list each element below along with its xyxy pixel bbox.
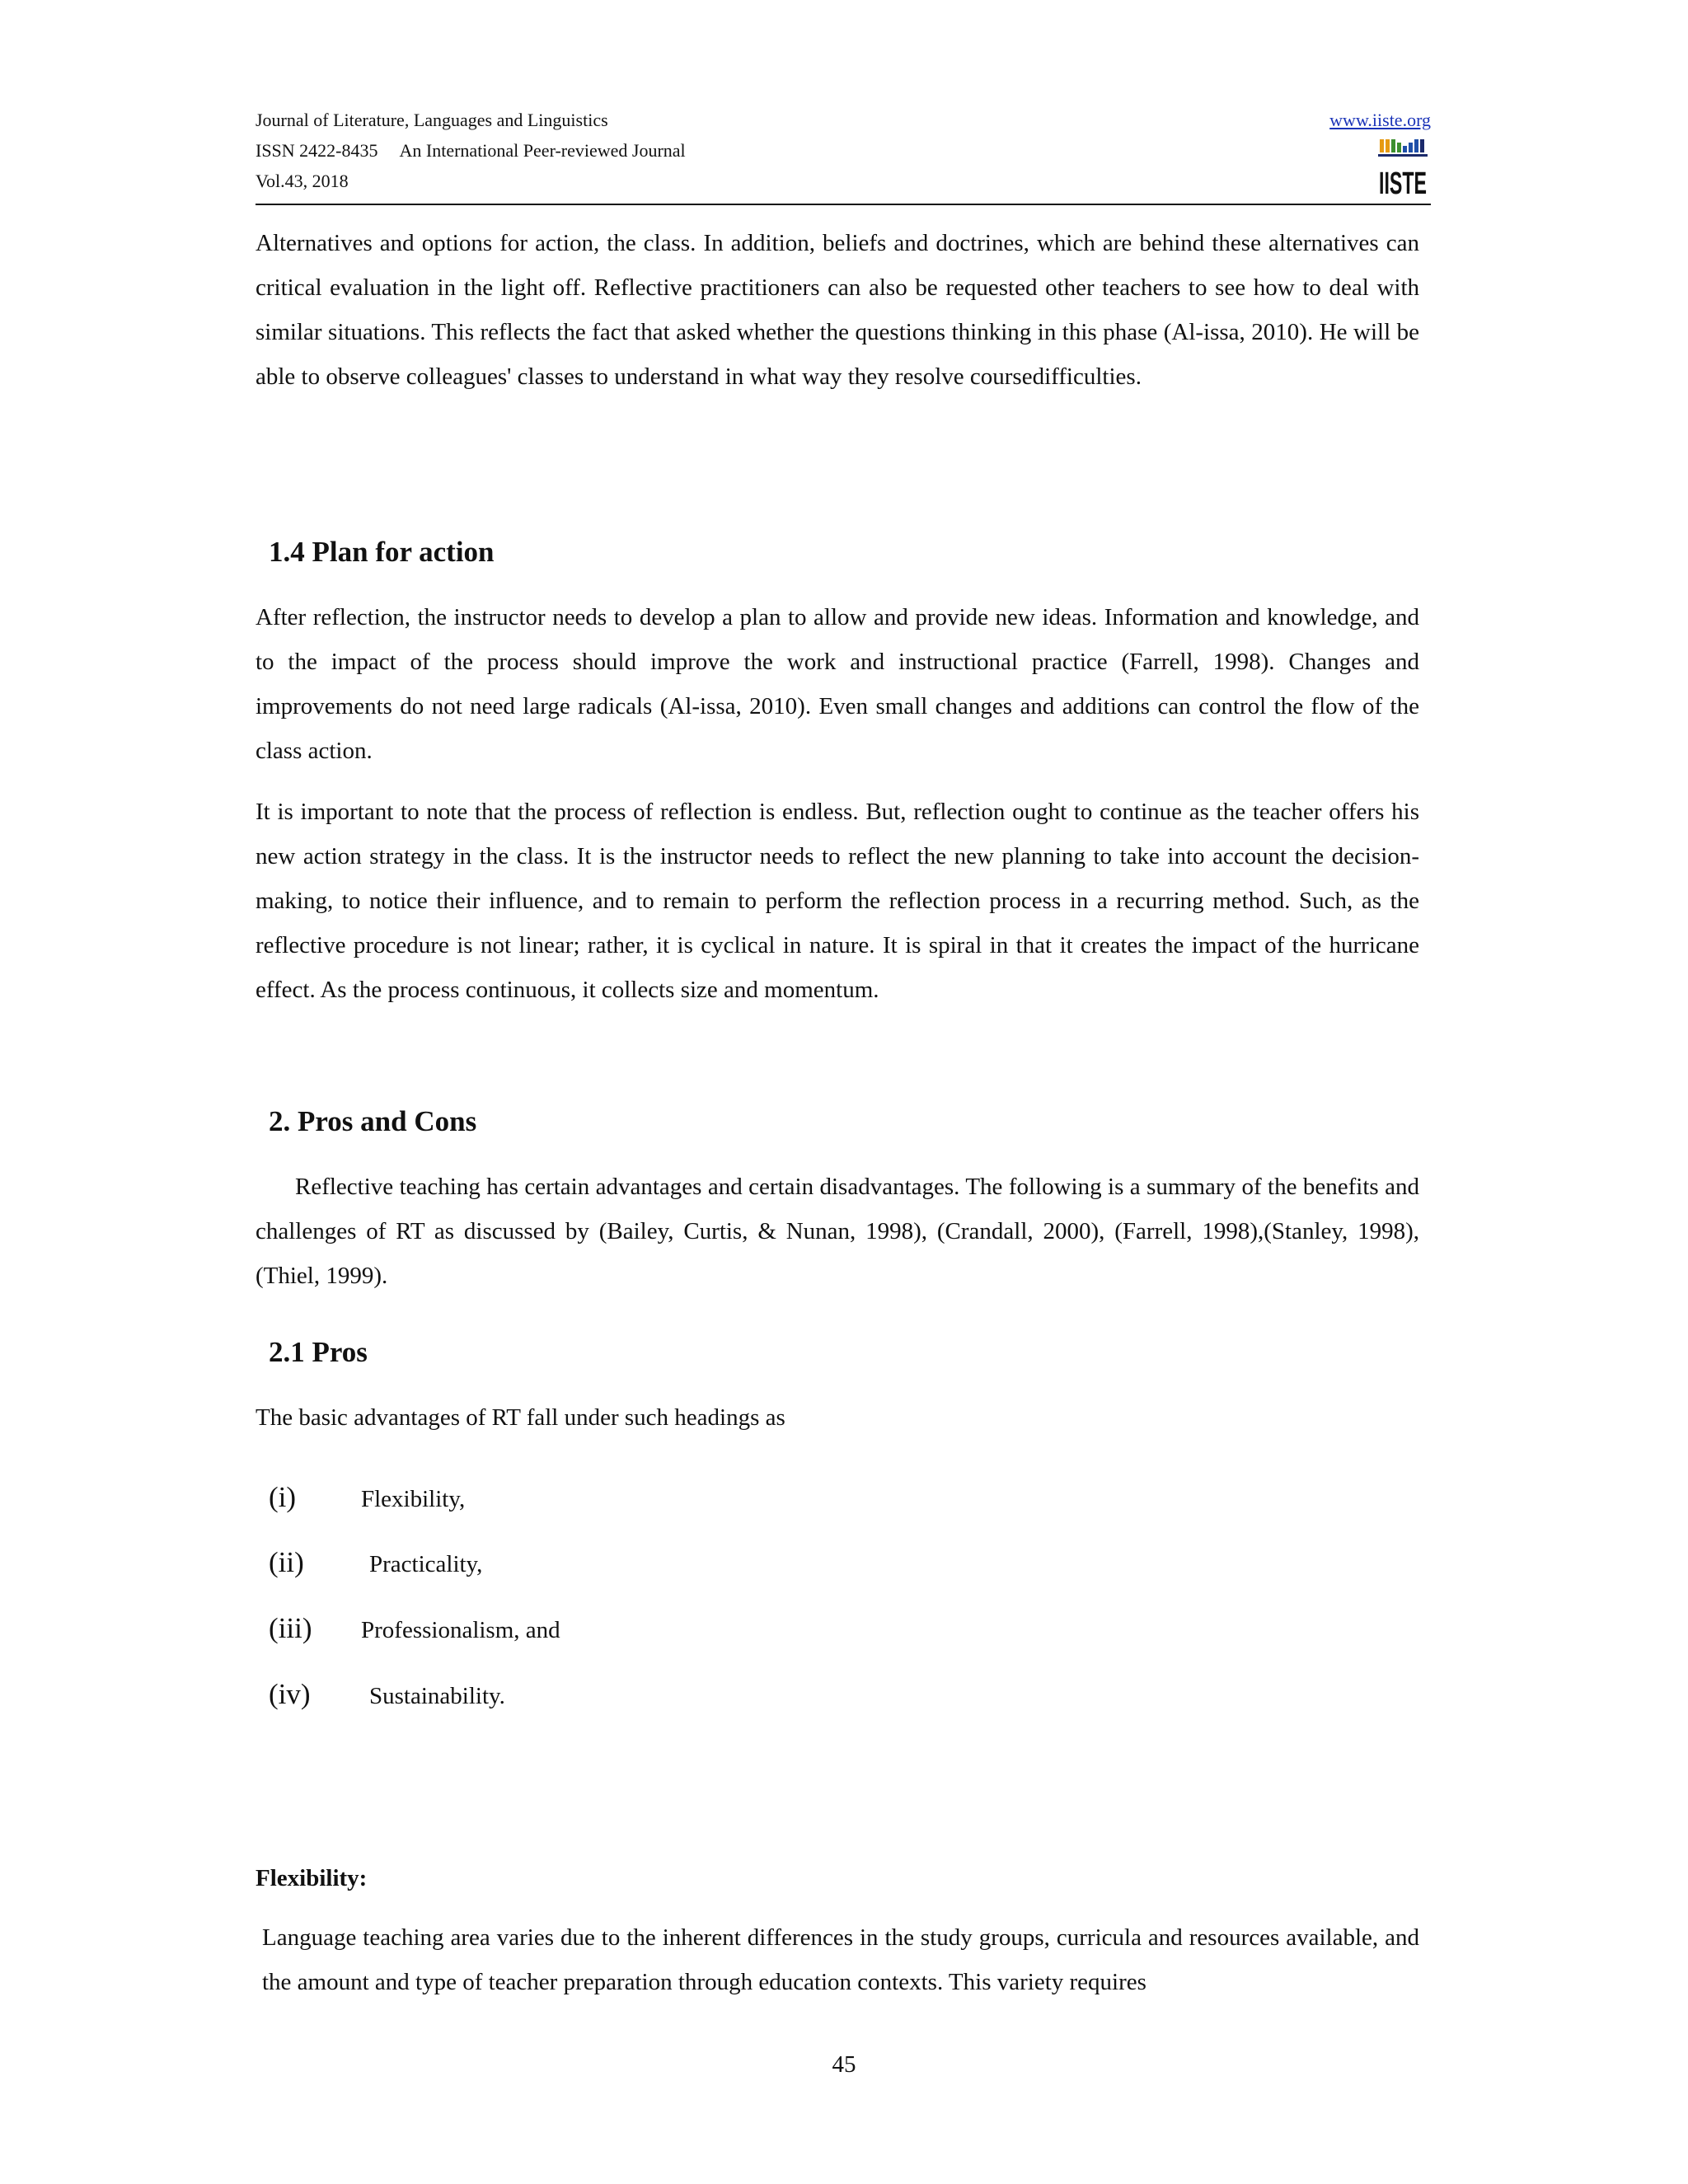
page-header bbox=[256, 105, 1431, 205]
volume: Vol.43, 2018 bbox=[256, 171, 349, 191]
list-number: (i) bbox=[269, 1481, 297, 1513]
pros-intro: The basic advantages of RT fall under such headings as bbox=[256, 1404, 785, 1431]
pros-cons-paragraph: Reflective teaching has certain advantages and certain disadvantages. The following is a summary of the benefits and challenges of RT as discussed by (Bailey, Curtis, & Nunan, 1998), (Crandall, 2000), (Farrell, 1998),(Stanley, 1998), (Thiel, 1999). bbox=[256, 1174, 1419, 1289]
logo-text: IISTE bbox=[1379, 166, 1427, 201]
logo-bar-5 bbox=[1403, 146, 1407, 152]
issn-line bbox=[256, 138, 686, 163]
list-item bbox=[269, 1479, 928, 1516]
list-text: Professionalism, and bbox=[361, 1617, 560, 1643]
intro-paragraph: Alternatives and options for action, the class. In addition, beliefs and doctrines, which are behind these alternatives can critical evaluation in the light off. Reflective practitioners can also be requested other teachers to see how to deal with similar situations. This reflects the fact that asked whether the questions thinking in this phase (Al-issa, 2010). He will be able to observe colleagues' classes to understand in what way they resolve coursedifficulties. bbox=[256, 230, 1419, 390]
journal-name: Journal of Literature, Languages and Linguistics bbox=[256, 110, 608, 130]
section-title: Plan for action bbox=[312, 536, 495, 568]
plan-paragraph-1: After reflection, the instructor needs to develop a plan to allow and provide new ideas. Information and knowledge, and to the impact of the process should improve the work and instructional practice (Farrell, 1998). Changes and improvements do not need large radicals (Al-issa, 2010). Even small changes and additions can control the flow of the class action. bbox=[256, 604, 1419, 764]
list-text: Flexibility, bbox=[361, 1486, 466, 1512]
section-heading-pros bbox=[269, 1334, 368, 1371]
flexibility-paragraph: Language teaching area varies due to the inherent differences in the study groups, curricula and resources available, and the amount and type of teacher preparation through education contexts. This variety requires bbox=[262, 1924, 1419, 1995]
section-heading-plan-for-action bbox=[269, 534, 495, 570]
logo-bar-2 bbox=[1386, 139, 1390, 152]
iiste-logo-icon bbox=[1378, 138, 1428, 199]
list-number: (iv) bbox=[269, 1678, 311, 1710]
section-number: 1.4 bbox=[269, 536, 305, 568]
list-number: (ii) bbox=[269, 1546, 304, 1578]
logo-bar-1 bbox=[1380, 139, 1384, 152]
flexibility-heading: Flexibility: bbox=[256, 1865, 368, 1891]
list-item bbox=[269, 1676, 928, 1713]
section-title: Pros and Cons bbox=[298, 1105, 477, 1137]
logo-bar-8 bbox=[1420, 139, 1424, 152]
section-number: 2.1 bbox=[269, 1336, 305, 1368]
issn: ISSN 2422-8435 bbox=[256, 140, 378, 161]
section-number: 2. bbox=[269, 1105, 291, 1137]
list-item bbox=[269, 1610, 928, 1647]
list-item bbox=[269, 1544, 928, 1581]
section-title: Pros bbox=[312, 1336, 368, 1368]
logo-bar-7 bbox=[1414, 139, 1418, 152]
list-text: Sustainability. bbox=[369, 1683, 505, 1709]
logo-bar-6 bbox=[1409, 143, 1413, 152]
plan-paragraph-2: It is important to note that the process of reflection is endless. But, reflection ought to continue as the teacher offers his new action strategy in the class. It is the instructor needs to reflect the new planning to take into account the decision-making, to notice their influence, and to remain to perform the reflection process in a recurring method. Such, as the reflective procedure is not linear; rather, it is cyclical in nature. It is spiral in that it creates the impact of the hurricane effect. As the process continuous, it collects size and momentum. bbox=[256, 799, 1419, 1003]
page-number: 45 bbox=[832, 2051, 856, 2078]
list-number: (iii) bbox=[269, 1612, 312, 1644]
journal-url-link[interactable]: www.iiste.org bbox=[1329, 110, 1431, 130]
journal-type: An International Peer-reviewed Journal bbox=[399, 140, 686, 161]
logo-bar-4 bbox=[1397, 143, 1401, 152]
section-heading-pros-and-cons bbox=[269, 1104, 476, 1140]
logo-bar-3 bbox=[1391, 139, 1395, 152]
list-text: Practicality, bbox=[369, 1551, 483, 1577]
